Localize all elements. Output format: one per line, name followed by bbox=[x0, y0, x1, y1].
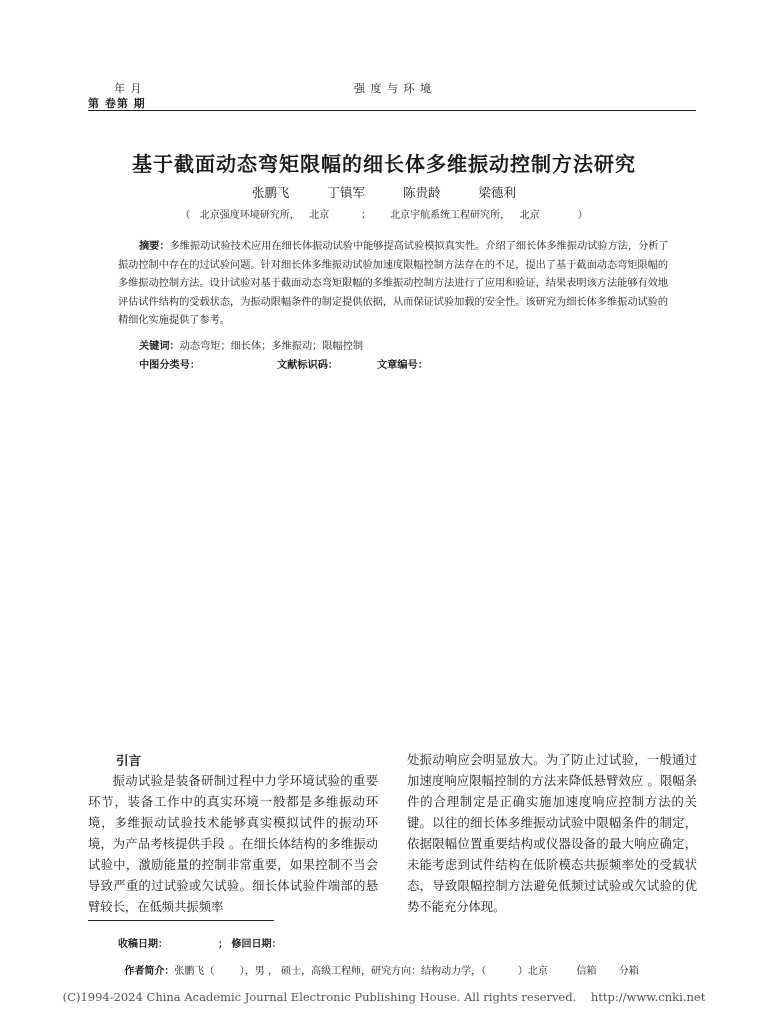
header-year-month: 年 月 bbox=[114, 82, 143, 95]
footnote-author-bio bbox=[118, 951, 708, 977]
footnote-rule bbox=[88, 920, 274, 921]
author-bio-text: 张鹏飞（ ），男 ， 硕士，高级工程师，研究方向：结构动力学，（ ）北京 信箱 分箱 bbox=[174, 966, 639, 977]
keywords bbox=[139, 337, 363, 352]
copyright-footer: (C)1994-2024 China Academic Journal Electronic Publishing House. All rights reserved. http://www.cnki.net bbox=[62, 990, 706, 1004]
keywords-label: 关键词： bbox=[139, 341, 180, 352]
author-4: 梁德利 bbox=[478, 185, 516, 200]
abstract-label: 摘要： bbox=[139, 241, 170, 252]
header-journal-name: 强 度 与 环 境 bbox=[354, 82, 432, 95]
header-volume-issue: 第 卷第 期 bbox=[88, 97, 146, 110]
received-date-label: 收稿日期： bbox=[118, 939, 168, 950]
abstract-text: 多维振动试验技术应用在细长体振动试验中能够提高试验模拟真实性。介绍了细长体多维振动试验方法，分析了振动控制中存在的过试验问题。针对细长体多维振动试验加速度限幅控制方法存在的不足，提出了基于截面动态弯矩限幅的多维振动控制方法。设计试验对基于截面动态弯矩限幅的多维振动控制方法进行了应用和验证，结果表明该方法能够有效地评估试件结构的受载状态，为振动限幅条件的制定提供依据，从而保证试验加载的安全性。该研究为细长体多维振动试验的精细化实施提供了参考。 bbox=[118, 241, 669, 327]
left-column bbox=[88, 750, 378, 918]
document-code-label: 文献标识码： bbox=[277, 360, 339, 371]
paper-title: 基于截面动态弯矩限幅的细长体多维振动控制方法研究 bbox=[132, 152, 636, 176]
author-bio-label: 作者简介： bbox=[124, 966, 175, 977]
footnote-dates bbox=[118, 935, 708, 950]
article-number-label: 文章编号： bbox=[377, 360, 428, 371]
author-3: 陈贵龄 bbox=[402, 185, 441, 200]
section-heading-introduction: 引言 bbox=[116, 753, 142, 768]
header-rule bbox=[88, 110, 696, 111]
affiliations: （ 北京强度环境研究所， 北京 ； 北京宇航系统工程研究所， 北京 ） bbox=[180, 210, 588, 221]
revised-date-label: ； 修回日期： bbox=[218, 939, 282, 950]
author-list bbox=[0, 183, 768, 201]
intro-paragraph-1: 振动试验是装备研制过程中力学环境试验的重要环节，装备工作中的真实环境一般都是多维振动环境，多维振动试验技术能够真实模拟试件的振动环境，为产品考核提供手段 。在细长体结构的多维振动试验中，激励能量的控制非常重要，如果控制不当会导致严重的过试验或欠试验。细长体试验件端部的悬臂较长，在低频共振频率 bbox=[88, 774, 378, 914]
right-column bbox=[407, 750, 697, 918]
author-1: 张鹏飞 bbox=[251, 185, 290, 200]
abstract bbox=[118, 238, 678, 331]
intro-paragraph-continued: 处振动响应会明显放大。为了防止过试验，一般通过加速度响应限幅控制的方法来降低悬臂效应 。限幅条件的合理制定是正确实施加速度响应控制方法的关键。以往的细长体多维振动试验中限幅条件的制定，依据限幅位置重要结构或仪器设备的最大响应确定，未能考虑到试件结构在低阶模态共振频率处的受载状态，导致限幅控制方法避免低频过试验或欠试验的优势不能充分体现。 bbox=[407, 753, 697, 914]
clc-number-label: 中图分类号： bbox=[139, 360, 201, 371]
keywords-text: 动态弯矩；细长体；多维振动；限幅控制 bbox=[179, 341, 364, 352]
author-2: 丁镇军 bbox=[327, 185, 365, 200]
